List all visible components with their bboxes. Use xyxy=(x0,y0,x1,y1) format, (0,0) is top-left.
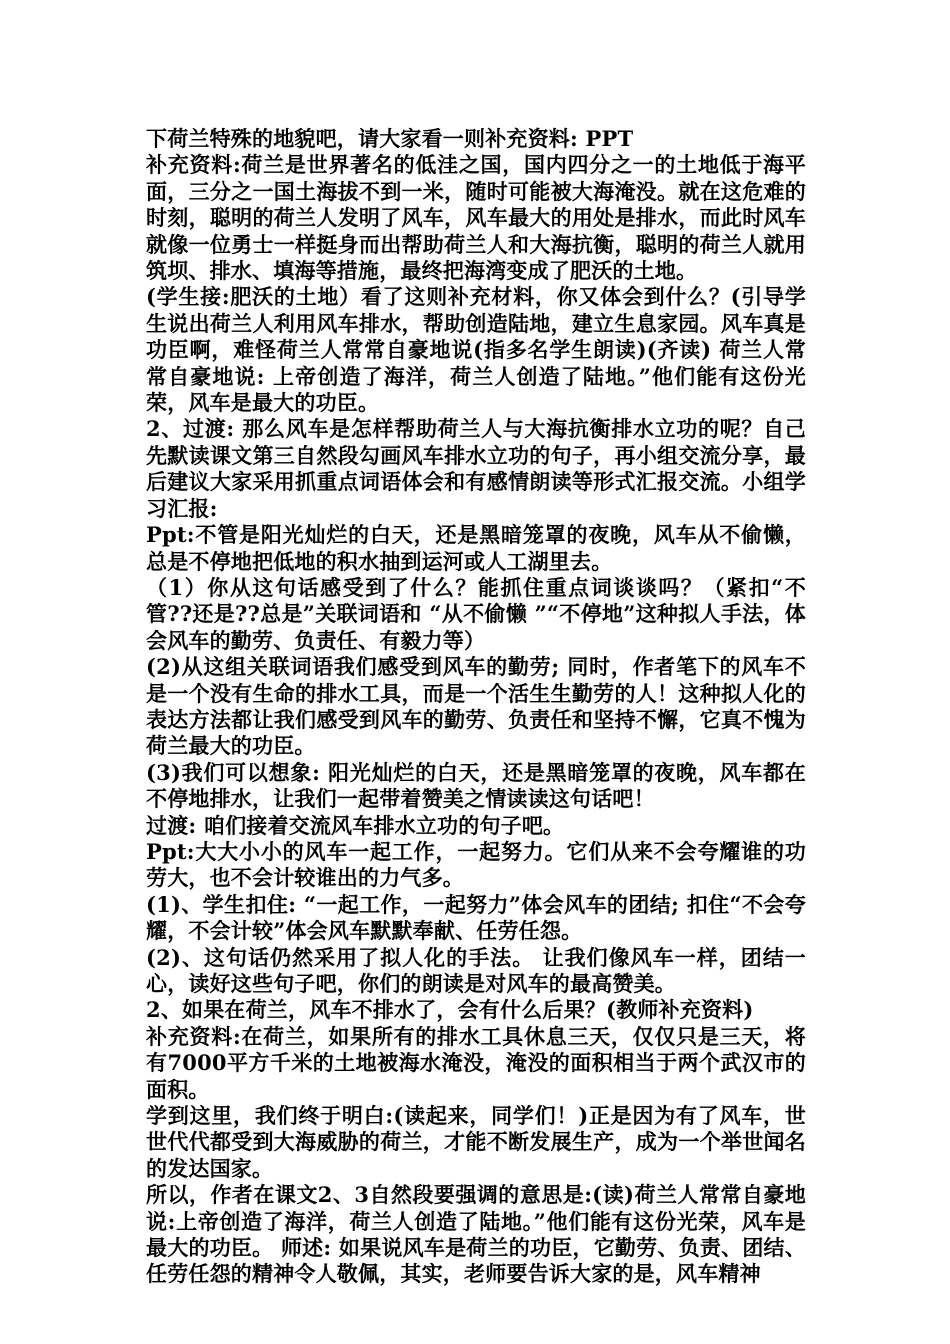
paragraph-ppt-sentence-1: Ppt:不管是阳光灿烂的白天，还是黑暗笼罩的夜晚，风车从不偷懒，总是不停地把低地的积水抽到运河或人工湖里去。 xyxy=(146,522,806,574)
paragraph-supplement-flood: 补充资料:在荷兰，如果所有的排水工具休息三天，仅仅只是三天，将有7000平方千米的土地被海水淹没，淹没的面积相当于两个武汉市的面积。 xyxy=(146,1023,806,1102)
paragraph-conclusion: 学到这里，我们终于明白:(读起来，同学们！)正是因为有了风车，世世代代都受到大海威胁的荷兰，才能不断发展生产，成为一个举世闻名的发达国家。 xyxy=(146,1103,806,1181)
paragraph-point-1: (1)、学生扣住: “一起工作，一起努力”体会风车的团结; 扣住“不会夸耀，不会计较”体会风车默默奉献、任劳任怨。 xyxy=(146,891,806,944)
paragraph-consequence-question: 2、如果在荷兰，风车不排水了，会有什么后果？(教师补充资料) xyxy=(146,997,754,1023)
paragraph-question-1: （1）你从这句话感受到了什么？能抓住重点词谈谈吗？（紧扣“不管??还是??总是”关联词语和 “从不偷懒 ”“不停地”这种拟人手法，体会风车的勤劳、负责任、有毅力等） xyxy=(146,574,806,653)
paragraph-transition-2: 2、过渡: 那么风车是怎样帮助荷兰人与大海抗衡排水立功的呢？自己先默读课文第三自然段勾画风车排水立功的句子，再小组交流分享，最后建议大家采用抓重点词语体会和有感情朗读等形式汇报交流。小组学习汇报: xyxy=(146,416,806,521)
paragraph-student-response: (学生接:肥沃的土地）看了这则补充材料，你又体会到什么？(引导学生说出荷兰人利用风车排水，帮助创造陆地，建立生息家园。风车真是功臣啊，难怪荷兰人常常自豪地说(指多名学生朗读)(齐读) 荷兰人常常自豪地说: 上帝创造了海洋，荷兰人创造了陆地。”他们能有这份光荣，风车是最大的功臣。 xyxy=(146,284,806,416)
paragraph-intro: 下荷兰特殊的地貌吧，请大家看一则补充资料: PPT xyxy=(146,126,634,151)
paragraph-summary: 所以，作者在课文2、3自然段要强调的意思是:(读)荷兰人常常自豪地说:上帝创造了海洋，荷兰人创造了陆地。”他们能有这份光荣，风车是最大的功臣。 师述: 如果说风车是荷兰的功臣，它勤劳、负责、团结、任劳任怨的精神令人敬佩，其实，老师要告诉大家的是，风车精神 xyxy=(146,1182,806,1287)
paragraph-question-2: (2)从这组关联词语我们感受到风车的勤劳; 同时，作者笔下的风车不是一个没有生命的排水工具，而是一个活生生勤劳的人！这种拟人化的表达方法都让我们感受到风车的勤劳、负责任和坚持不懈，它真不愧为荷兰最大的功臣。 xyxy=(146,654,806,759)
paragraph-point-2: (2)、这句话仍然采用了拟人化的手法。 让我们像风车一样，团结一心，读好这些句子吧，你们的朗读是对风车的最高赞美。 xyxy=(146,944,806,996)
paragraph-question-3: (3)我们可以想象: 阳光灿烂的白天，还是黑暗笼罩的夜晚，风车都在不停地排水，让我们一起带着赞美之情读读这句话吧！ xyxy=(146,759,806,812)
paragraph-ppt-sentence-2: Ppt:大大小小的风车一起工作，一起努力。它们从来不会夸耀谁的功劳大，也不会计较谁出的力气多。 xyxy=(146,838,806,891)
document-body xyxy=(146,126,806,1288)
paragraph-transition: 过渡: 咱们接着交流风车排水立功的句子吧。 xyxy=(146,812,565,838)
paragraph-supplement-lowland: 补充资料:荷兰是世界著名的低洼之国，国内四分之一的土地低于海平面，三分之一国土海拔不到一米，随时可能被大海淹没。就在这危难的时刻，聪明的荷兰人发明了风车，风车最大的用处是排水，而此时风车就像一位勇士一样挺身而出帮助荷兰人和大海抗衡，聪明的荷兰人就用筑坝、排水、填海等措施，最终把海湾变成了肥沃的土地。 xyxy=(146,152,806,284)
